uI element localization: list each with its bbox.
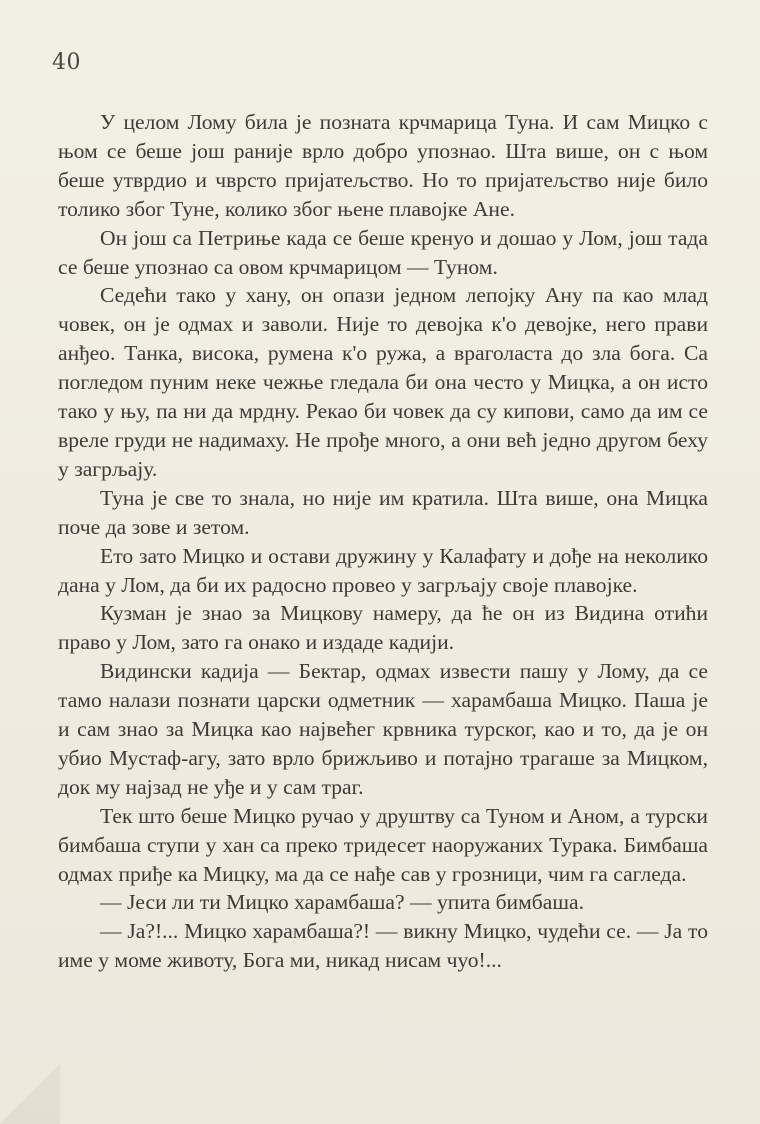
page-text: [58, 108, 708, 975]
paragraph: Седећи тако у хану, он опази једном лепојку Ану па као млад човек, он је одмах и заволи. Није то девојка к'о девојке, него прави анђео. Танка, висока, румена к'о ружа, а враголаста до зла бога. Са погледом пуним неке чежње гледала би она често у Мицка, а он исто тако у њу, па ни да мрдну. Рекао би човек да су кипови, само да им се вреле груди не надимаху. Не прође много, а они већ једно другом беху у загрљају.: [58, 283, 708, 481]
paragraph: Тек што беше Мицко ручао у друштву са Туном и Аном, а турски бимбаша ступи у хан са преко тридесет наоружаних Турака. Бимбаша одмах приђе ка Мицку, ма да се нађе сав у грозници, чим га сагледа.: [58, 803, 708, 886]
page-corner-fold: [0, 1064, 60, 1124]
paragraph: Ето зато Мицко и остави дружину у Калафату и дође на неколико дана у Лом, да би их радосно провео у загрљају своје плавојке.: [58, 543, 708, 597]
paragraph: Туна је све то знала, но није им кратила. Шта више, она Мицка поче да зове и зетом.: [58, 485, 708, 539]
page-number: 40: [52, 50, 81, 75]
dialogue-line: — Јеси ли ти Мицко харамбаша? — упита бимбаша.: [100, 890, 584, 915]
paragraph: Кузман је знао за Мицкову намеру, да ће он из Видина отићи право у Лом, зато га онако и издаде кадији.: [58, 601, 708, 655]
dialogue-line: — Ја?!... Мицко харамбаша?! — викну Мицко, чудећи се. — Ја то име у моме животу, Бога ми, никад нисам чуо!...: [58, 919, 708, 973]
paragraph: У целом Лому била је позната крчмарица Туна. И сам Мицко с њом се беше још раније врло добро упознао. Шта више, он с њом беше утврдио и чврсто пријатељство. Но то пријатељство није било толико због Туне, колико због њене плавојке Ане.: [58, 110, 708, 221]
paragraph: Видински кадија — Бектар, одмах извести пашу у Лому, да се тамо налази познати царски одметник — харамбаша Мицко. Паша је и сам знао за Мицка као највећег крвника турског, као и то, да је он убио Мустаф-агу, зато врло брижљиво и потајно трагаше за Мицком, док му најзад не уђе и у сам траг.: [58, 659, 708, 799]
paragraph: Он још са Петриње када се беше кренуо и дошао у Лом, још тада се беше упознао са овом крчмарицом — Туном.: [58, 225, 708, 279]
